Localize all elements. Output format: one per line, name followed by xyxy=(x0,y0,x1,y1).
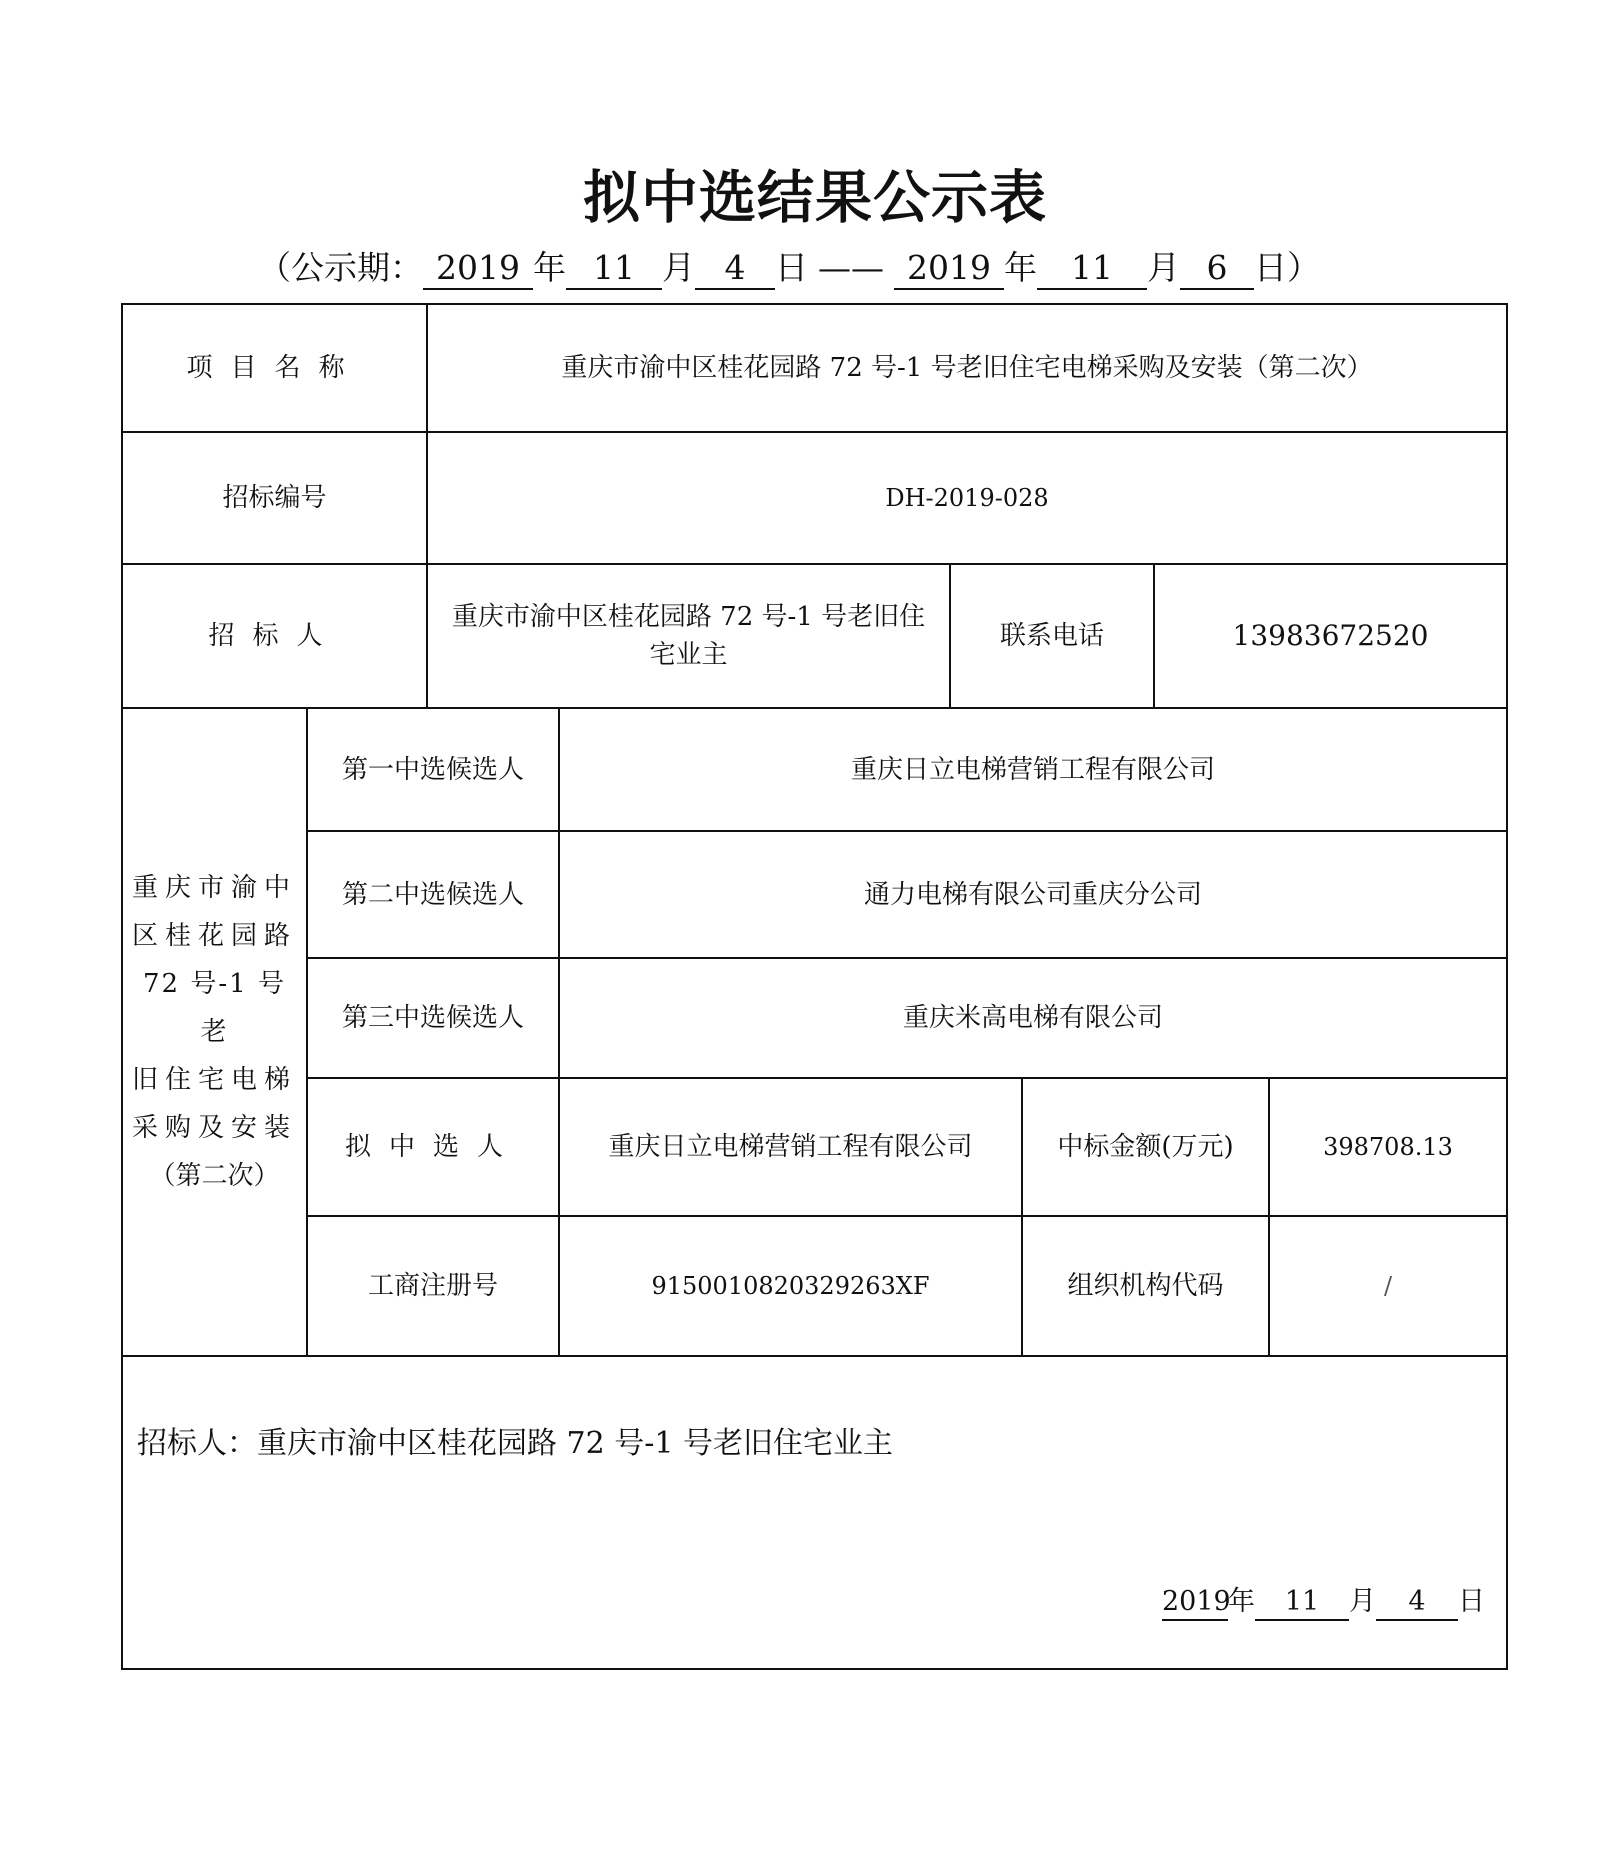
proposed-winner-value: 重庆日立电梯营销工程有限公司 xyxy=(608,1132,973,1162)
signature-day-label: 日 xyxy=(1458,1586,1485,1617)
business-reg-value: 9150010820329263XF xyxy=(651,1272,930,1300)
bid-amount-value: 398708.13 xyxy=(1323,1133,1453,1161)
period-start-month: 11 xyxy=(566,248,662,290)
contact-phone-value: 13983672520 xyxy=(1232,619,1429,652)
period-end-day: 6 xyxy=(1180,248,1254,290)
period-end-year-label: 年 xyxy=(1004,248,1037,287)
signature-tenderer: 招标人：重庆市渝中区桂花园路 72 号-1 号老旧住宅业主 xyxy=(137,1426,894,1461)
org-code-label: 组织机构代码 xyxy=(1067,1271,1224,1301)
tenderer-value: 重庆市渝中区桂花园路 72 号-1 号老旧住宅业主 xyxy=(451,602,926,670)
document-title: 拟中选结果公示表 xyxy=(583,165,1047,231)
signature-day: 4 xyxy=(1376,1585,1458,1621)
bid-number-label: 招标编号 xyxy=(222,483,327,513)
period-start-year: 2019 xyxy=(423,248,533,290)
business-reg-label: 工商注册号 xyxy=(367,1271,498,1301)
period-day-label: 日 xyxy=(775,248,808,287)
period-end-month-label: 月 xyxy=(1147,248,1180,287)
tenderer-label: 招标人 xyxy=(208,621,341,651)
period-start-day: 4 xyxy=(695,248,775,290)
project-name-value: 重庆市渝中区桂花园路 72 号-1 号老旧住宅电梯采购及安装（第二次） xyxy=(561,353,1373,383)
org-code-value: / xyxy=(1383,1272,1393,1300)
candidate-1-value: 重庆日立电梯营销工程有限公司 xyxy=(850,754,1215,785)
period-end-year: 2019 xyxy=(894,248,1004,290)
contact-phone-label: 联系电话 xyxy=(999,621,1104,651)
period-end-month: 11 xyxy=(1037,248,1147,290)
signature-month-label: 月 xyxy=(1349,1586,1376,1617)
section-title-line: 采购及安装 xyxy=(132,1113,298,1143)
period-year-label: 年 xyxy=(533,248,566,287)
candidate-2-label: 第二中选候选人 xyxy=(341,879,524,910)
proposed-winner-label: 拟中选人 xyxy=(344,1132,521,1162)
candidate-3-value: 重庆米高电梯有限公司 xyxy=(902,1003,1163,1033)
period-suffix: 日） xyxy=(1254,248,1320,287)
bid-amount-label: 中标金额(万元) xyxy=(1057,1132,1234,1162)
period-prefix: （公示期： xyxy=(258,248,423,287)
section-title-line: 区桂花园路 xyxy=(132,921,298,951)
section-title-line: （第二次） xyxy=(149,1161,280,1191)
publicity-period xyxy=(258,244,1320,292)
period-separator: —— xyxy=(818,248,884,287)
section-title xyxy=(122,864,307,1200)
signature-month: 11 xyxy=(1255,1585,1349,1621)
section-title-line: 重庆市渝中 xyxy=(132,873,298,903)
candidate-2-value: 通力电梯有限公司重庆分公司 xyxy=(863,879,1202,910)
candidate-1-label: 第一中选候选人 xyxy=(341,754,524,785)
candidate-3-label: 第三中选候选人 xyxy=(341,1003,524,1033)
section-title-line: 72 号-1 号老 xyxy=(143,969,286,1047)
project-name-label: 项目名称 xyxy=(186,353,363,383)
signature-date xyxy=(1162,1582,1485,1622)
section-title-line: 旧住宅电梯 xyxy=(132,1065,298,1095)
signature-year-label: 年 xyxy=(1228,1586,1255,1617)
bid-number-value: DH-2019-028 xyxy=(885,484,1049,512)
period-month-label: 月 xyxy=(662,248,695,287)
section-title-cell xyxy=(122,708,307,1356)
table-border-bottom xyxy=(122,1668,1508,1670)
signature-year: 2019 xyxy=(1162,1585,1228,1621)
